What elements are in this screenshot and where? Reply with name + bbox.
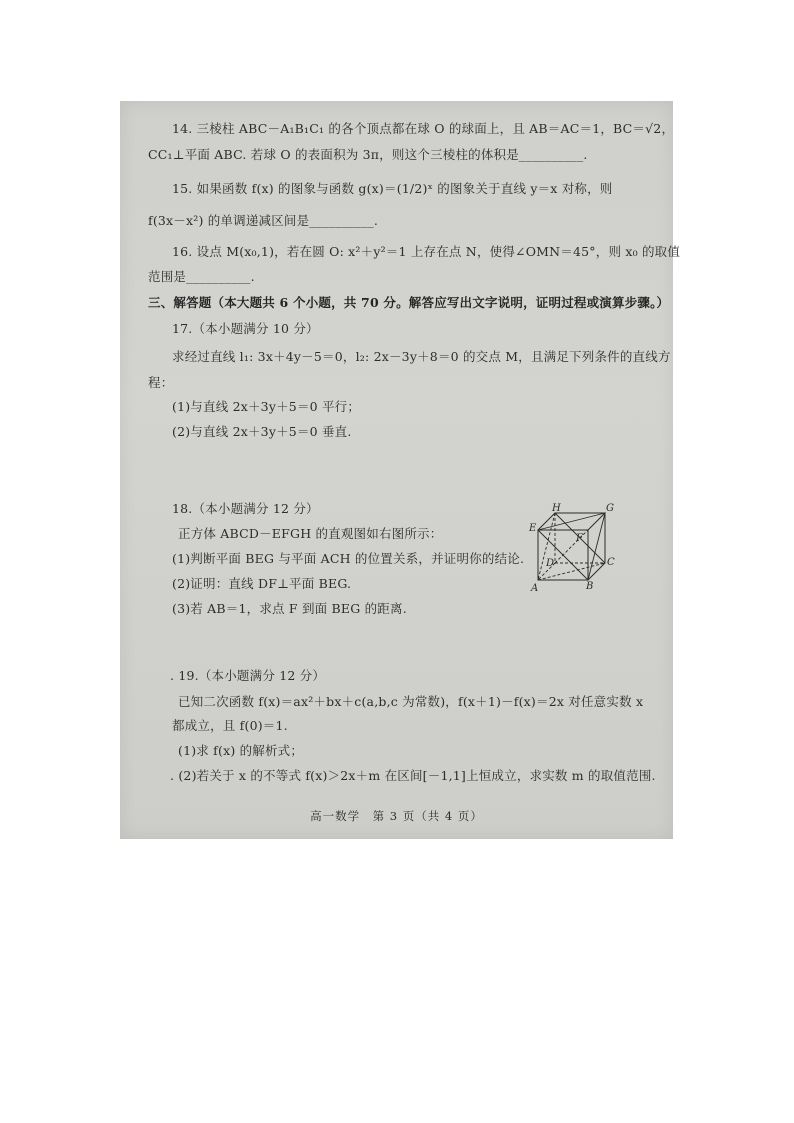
problem-14-line-2: CC₁⊥平面 ABC. 若球 O 的表面积为 3π，则这个三棱柱的体积是__________.: [148, 147, 588, 162]
diagonal-ha: [538, 513, 555, 580]
problem-16-line-1: 16. 设点 M(x₀,1)，若在圆 O: x²＋y²＝1 上存在点 N，使得∠OMN＝45°，则 x₀ 的取值: [172, 244, 681, 259]
vertex-label-a: A: [531, 583, 539, 594]
problem-19-header: . 19.（本小题满分 12 分）: [170, 668, 326, 683]
problem-16-line-2: 范围是__________.: [148, 269, 255, 284]
problem-19-part-2: . (2)若关于 x 的不等式 f(x)＞2x＋m 在区间[－1,1]上恒成立，求实数 m 的取值范围.: [170, 768, 656, 783]
problem-17-part-1: (1)与直线 2x＋3y＋5＝0 平行；: [172, 399, 361, 414]
problem-15-line-2: f(3x－x²) 的单调递减区间是__________.: [148, 213, 378, 228]
problem-17-header: 17.（本小题满分 10 分）: [172, 321, 319, 336]
problem-18-line-1: 正方体 ABCD－EFGH 的直观图如右图所示：: [178, 526, 443, 541]
problem-18-header: 18.（本小题满分 12 分）: [172, 501, 319, 516]
vertex-label-e: E: [529, 523, 537, 534]
problem-19-line-1: 已知二次函数 f(x)＝ax²＋bx＋c(a,b,c 为常数)，f(x＋1)－f(x)＝2x 对任意实数 x: [178, 694, 644, 709]
vertex-label-b: B: [586, 581, 594, 592]
cube-svg: [526, 503, 622, 593]
problem-17-part-2: (2)与直线 2x＋3y＋5＝0 垂直.: [172, 424, 352, 439]
scanned-exam-page: [120, 101, 681, 839]
problem-19-part-1: (1)求 f(x) 的解析式；: [178, 743, 304, 758]
problem-15-line-1: 15. 如果函数 f(x) 的图象与函数 g(x)＝(1/2)ˣ 的图象关于直线 y＝x 对称，则: [172, 181, 613, 196]
problem-18-part-1: (1)判断平面 BEG 与平面 ACH 的位置关系，并证明你的结论.: [172, 551, 525, 566]
page-footer: 高一数学 第 3 页（共 4 页）: [310, 809, 483, 823]
section-3-heading: 三、解答题（本大题共 6 个小题，共 70 分。解答应写出文字说明，证明过程或演算步骤。）: [148, 295, 670, 310]
vertex-label-h: H: [552, 503, 561, 514]
diagonal-eg: [538, 513, 605, 530]
vertex-label-c: C: [607, 557, 615, 568]
problem-17-line-2: 程：: [148, 375, 174, 390]
problem-18-part-3: (3)若 AB＝1，求点 F 到面 BEG 的距离.: [172, 601, 407, 616]
problem-18-part-2: (2)证明：直线 DF⊥平面 BEG.: [172, 576, 352, 591]
vertex-label-g: G: [606, 503, 614, 514]
diagonal-df: [555, 530, 588, 563]
vertex-label-f: F: [576, 533, 583, 544]
cube-diagram: [526, 503, 622, 593]
vertex-label-d: D: [546, 558, 555, 569]
problem-14-line-1: 14. 三棱柱 ABC－A₁B₁C₁ 的各个顶点都在球 O 的球面上，且 AB＝AC＝1，BC＝√2，: [172, 121, 675, 136]
diagonal-gb: [588, 513, 605, 580]
problem-19-line-2: 都成立，且 f(0)＝1.: [172, 718, 288, 733]
problem-17-line-1: 求经过直线 l₁: 3x＋4y－5＝0，l₂: 2x－3y＋8＝0 的交点 M，且满足下列条件的直线方: [172, 349, 671, 364]
